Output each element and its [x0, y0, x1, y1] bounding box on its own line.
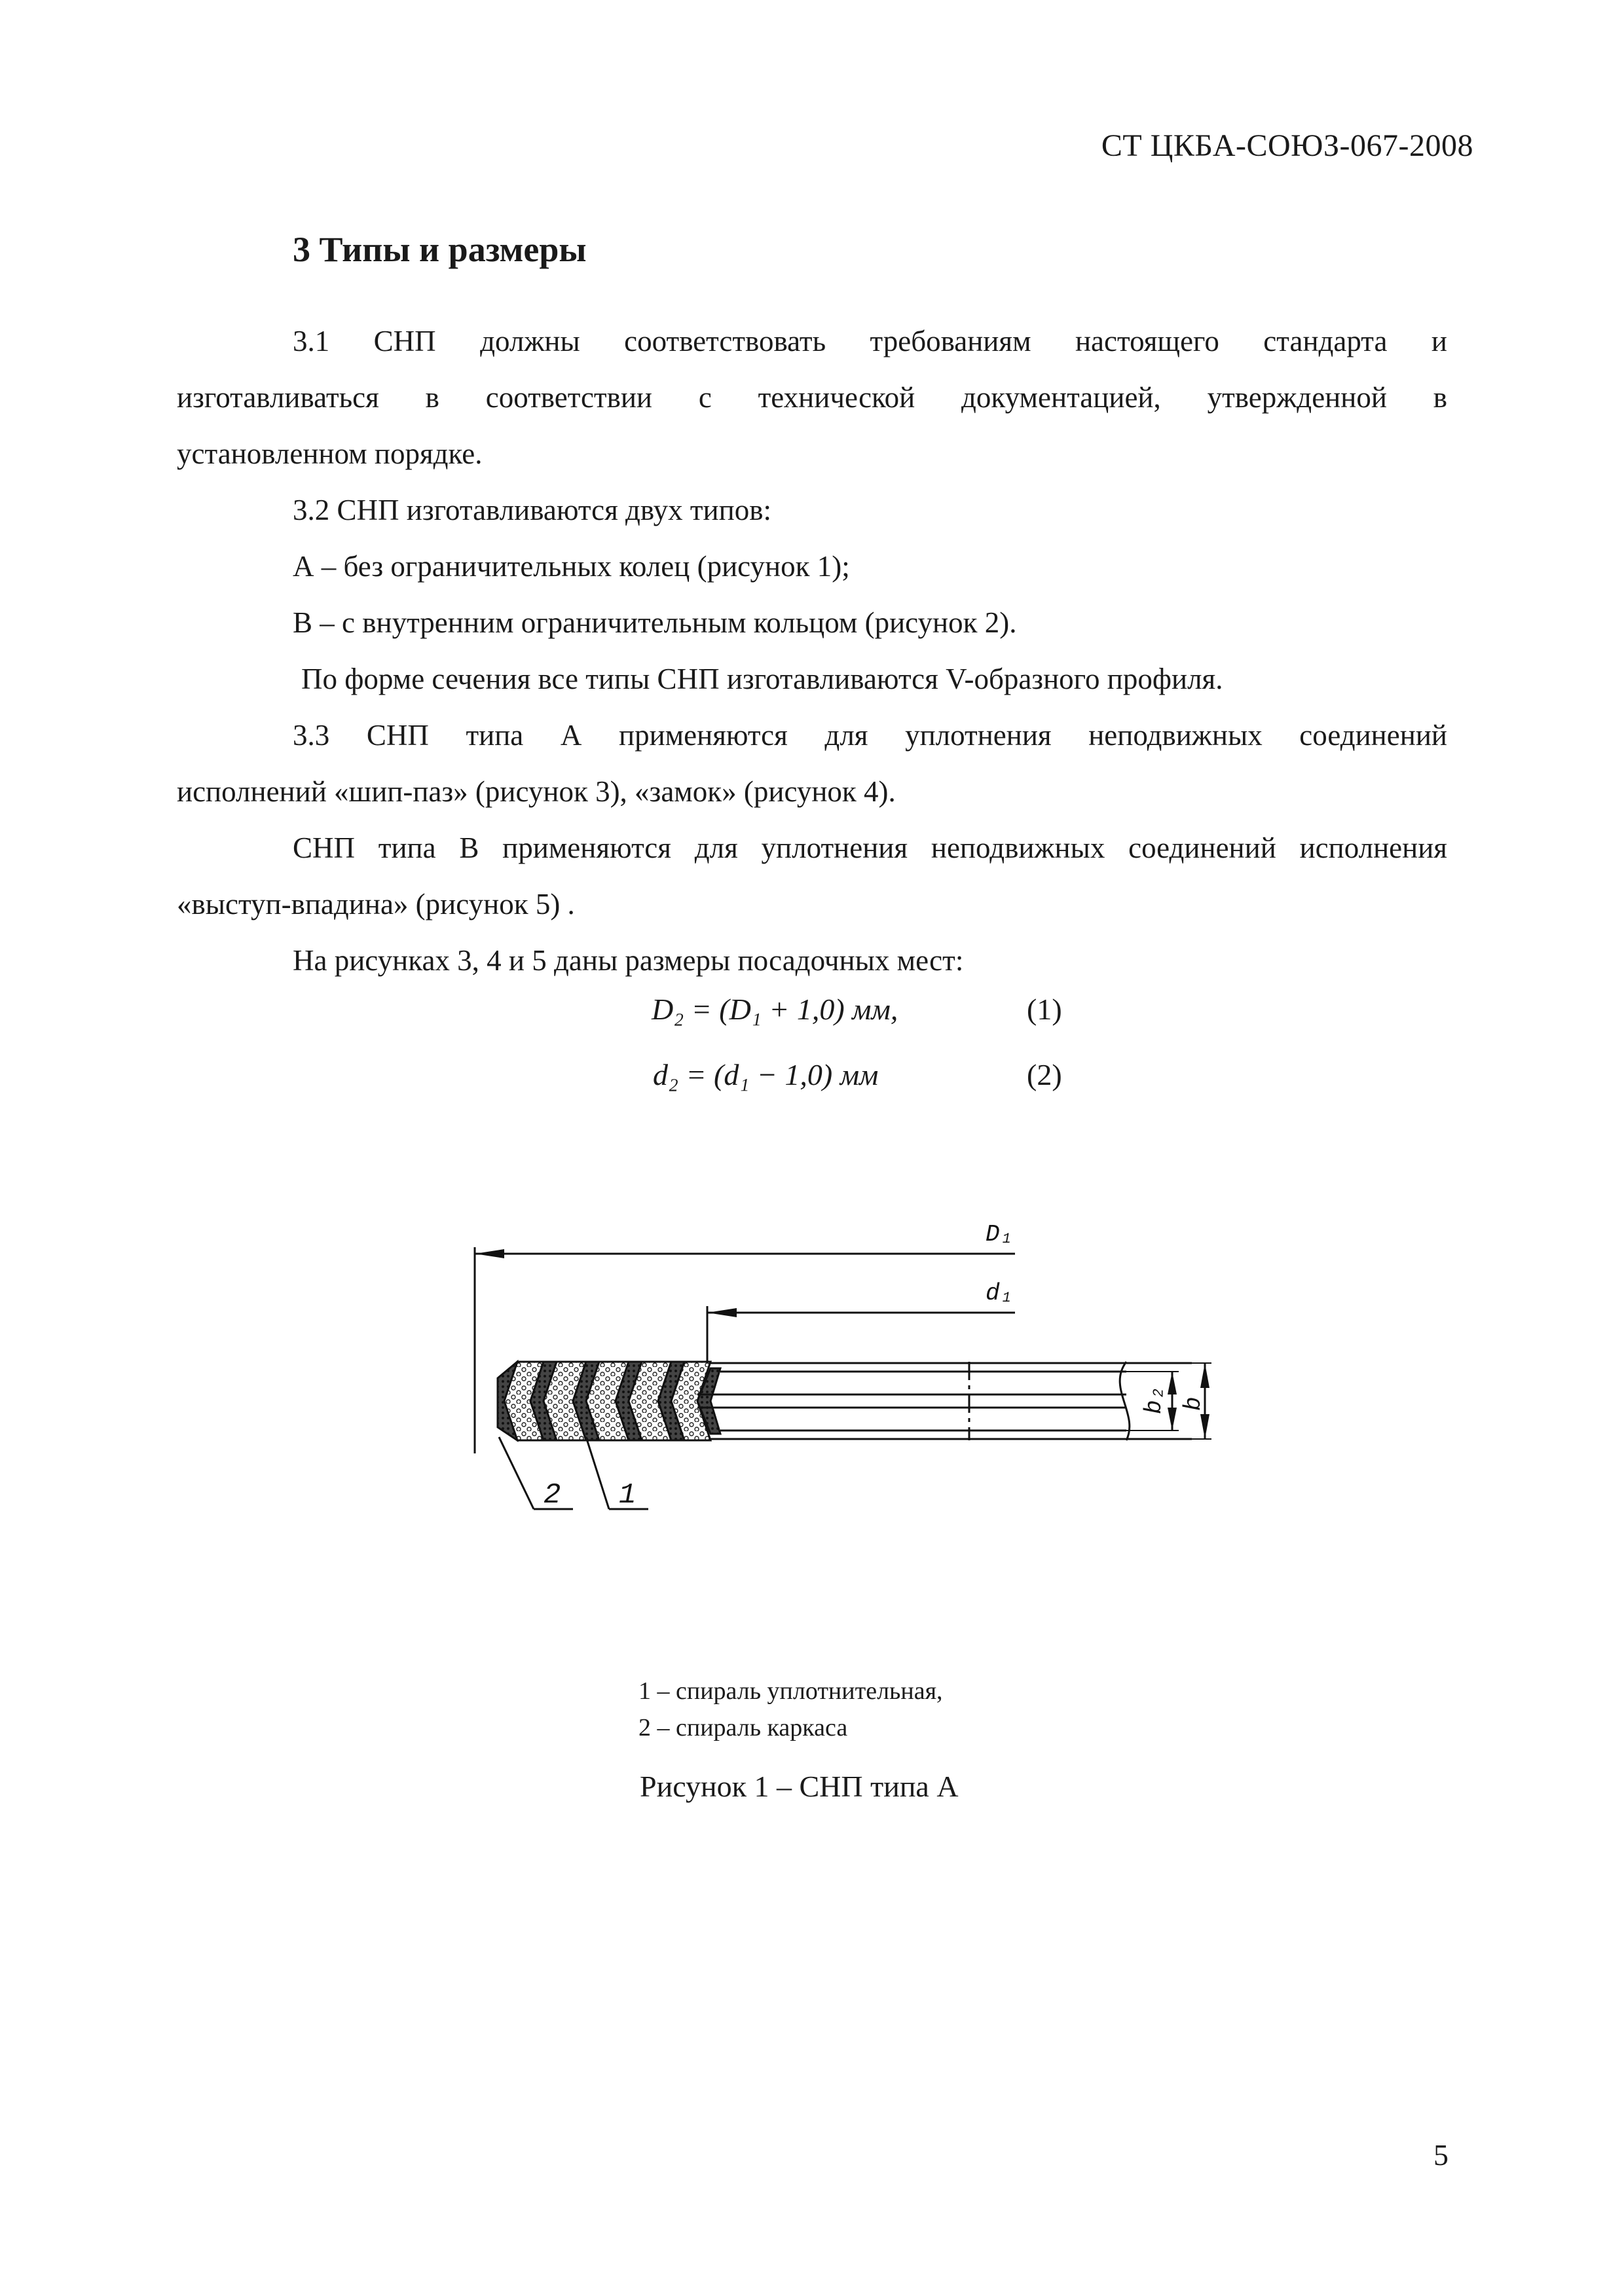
- formula-2-number: (2): [1027, 1058, 1062, 1091]
- b-dimension: [1180, 1363, 1211, 1439]
- fits-paragraph: На рисунках 3, 4 и 5 даны размеры посадочных мест:: [293, 944, 964, 977]
- paragraph-3-1-line-1: 3.1 СНП должны соответствовать требованиям настоящего стандарта и: [293, 325, 1447, 357]
- label-b2: b₂: [1141, 1385, 1168, 1414]
- paragraph-3-2: 3.2 СНП изготавливаются двух типов:: [293, 494, 771, 526]
- page-number: 5: [1433, 2138, 1449, 2172]
- formula-1-number: (1): [1027, 993, 1062, 1026]
- type-b-item: В – с внутренним ограничительным кольцом (рисунок 2).: [293, 606, 1017, 639]
- label-d1: d₁: [986, 1280, 1014, 1307]
- label-D1: D₁: [986, 1221, 1014, 1248]
- type-b-use-line-2: «выступ-впадина» (рисунок 5) .: [177, 888, 575, 920]
- paragraph-3-3-line-1: 3.3 СНП типа А применяются для уплотнения неподвижных соединений: [293, 719, 1447, 752]
- paragraph-3-3-line-2: исполнений «шип-паз» (рисунок 3), «замок» (рисунок 4).: [177, 775, 896, 808]
- section-heading: 3 Типы и размеры: [293, 230, 587, 269]
- svg-text:2: 2: [544, 1479, 561, 1512]
- profile-paragraph: По форме сечения все типы СНП изготавливаются V-образного профиля.: [301, 663, 1223, 695]
- formula-2: d₂ = (d₁ − 1,0) мм: [653, 1058, 879, 1091]
- legend-item-1: 1 – спираль уплотнительная,: [638, 1677, 943, 1705]
- figure-legend: [638, 1673, 943, 1746]
- legend-item-2: 2 – спираль каркаса: [638, 1714, 848, 1741]
- figure-caption: Рисунок 1 – СНП типа А: [640, 1770, 959, 1803]
- callout-1: [586, 1437, 648, 1512]
- document-code: СТ ЦКБА-СОЮЗ-067-2008: [1101, 128, 1473, 163]
- paragraph-3-1-line-3: установленном порядке.: [177, 437, 483, 470]
- callout-2: [499, 1437, 573, 1512]
- d1-inner-dimension: [707, 1280, 1015, 1375]
- label-b: b: [1180, 1396, 1207, 1411]
- gasket-figure: [458, 1211, 1218, 1656]
- svg-text:1: 1: [619, 1479, 637, 1512]
- paragraph-3-1-line-2: изготавливаться в соответствии с технической документацией, утвержденной в: [177, 381, 1447, 414]
- type-b-use-line-1: СНП типа В применяются для уплотнения неподвижных соединений исполнения: [293, 831, 1447, 864]
- gasket-section-lines: [697, 1362, 1192, 1440]
- type-a-item: А – без ограничительных колец (рисунок 1);: [293, 550, 850, 583]
- spiral-windings: [498, 1362, 720, 1440]
- formula-1: D₂ = (D₁ + 1,0) мм,: [652, 993, 898, 1026]
